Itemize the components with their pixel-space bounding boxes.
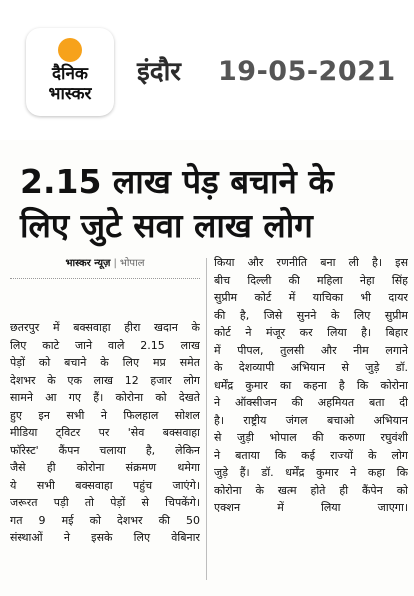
- article-line: मीडिया ट्विटर पर 'सेव बक्सवाहा: [10, 426, 200, 439]
- byline: [10, 254, 200, 274]
- article-line: ने बताया कि कई राज्यों के लोग: [214, 448, 408, 462]
- article-line: धर्मेंद्र कुमार का कहना है कि कोरोना: [214, 378, 408, 392]
- article-line: संस्थाओं ने इसके लिए वेबिनार: [10, 531, 200, 544]
- logo-text-line2: भास्कर: [48, 84, 92, 104]
- article-line: सुप्रीम कोर्ट में याचिका भी दायर: [214, 291, 408, 304]
- article-line: पेड़ों को बचाने के लिए मप्र समेत: [10, 356, 200, 369]
- article-line: फॉरेस्ट' कैंपन चलाया है, लेकिन: [10, 443, 200, 457]
- article-line: के देशव्यापी अभियान से जुड़े डॉ.: [214, 361, 408, 374]
- headline-line1: 2.15 लाख पेड़ बचाने के: [20, 162, 334, 201]
- article-line: में पीपल, तुलसी और नीम लगाने: [214, 343, 408, 357]
- article-line: जुड़े हैं। डॉ. धर्मेंद्र कुमार ने कहा कि: [214, 466, 408, 479]
- article-line: जैसे ही कोरोना संक्रमण थमेगा: [10, 461, 200, 474]
- article-line: कोर्ट ने मंजूर कर लिया है। बिहार: [214, 326, 408, 339]
- byline-rule: [10, 278, 200, 279]
- article-line: गत 9 मई को देशभर की 50: [10, 513, 200, 527]
- article-line: छतरपुर में बक्सवाहा हीरा खदान के: [10, 321, 200, 334]
- article-line: हुए इन सभी ने फिलहाल सोशल: [10, 408, 200, 422]
- article-line: एक्शन में लिया जाएगा।: [214, 501, 408, 514]
- article-column-1: [10, 254, 200, 547]
- article-line: ने ऑक्सीजन की अहमियत बता दी: [214, 396, 408, 409]
- article-line: है। राष्ट्रीय जंगल बचाओ अभियान: [214, 413, 408, 427]
- article-headline: [20, 160, 410, 248]
- column-2-text: [214, 254, 408, 517]
- column-divider: [206, 258, 207, 580]
- article-line: ये सभी बक्सवाहा पहुंच जाएंगे।: [10, 478, 200, 492]
- byline-source: भास्कर न्यूज़: [65, 258, 111, 269]
- article-line: देशभर के एक लाख 12 हजार लोग: [10, 373, 200, 387]
- byline-separator: |: [113, 258, 117, 269]
- article-line: किया और रणनीति बना ली है। इस: [214, 256, 408, 269]
- sun-icon: [58, 38, 82, 62]
- byline-location: भोपाल: [119, 258, 145, 269]
- article-line: जरूरत पड़ी तो पेड़ों से चिपकेंगे।: [10, 496, 200, 509]
- newspaper-header: [0, 0, 414, 140]
- article-line: से जुड़ी भोपाल की करुणा रघुवंशी: [214, 431, 408, 444]
- edition-date: 19-05-2021: [218, 56, 396, 87]
- article-column-2: [214, 254, 408, 517]
- article-line: की है, जिसे सुनने के लिए सुप्रीम: [214, 308, 408, 322]
- logo-text-line1: दैनिक: [52, 64, 88, 84]
- dainik-bhaskar-logo: [26, 28, 114, 116]
- column-1-text: [10, 319, 200, 547]
- headline-line2: लिए जुटे सवा लाख लोग: [20, 206, 313, 245]
- edition-city: इंदौर: [137, 57, 181, 87]
- article-line: सामने आ गए हैं। कोरोना को देखते: [10, 391, 200, 404]
- article-line: लिए काटे जाने वाले 2.15 लाख: [10, 338, 200, 352]
- article-line: कोरोना के खत्म होते ही कैंपेन को: [214, 483, 408, 497]
- article-line: बीच दिल्ली की महिला नेहा सिंह: [214, 273, 408, 287]
